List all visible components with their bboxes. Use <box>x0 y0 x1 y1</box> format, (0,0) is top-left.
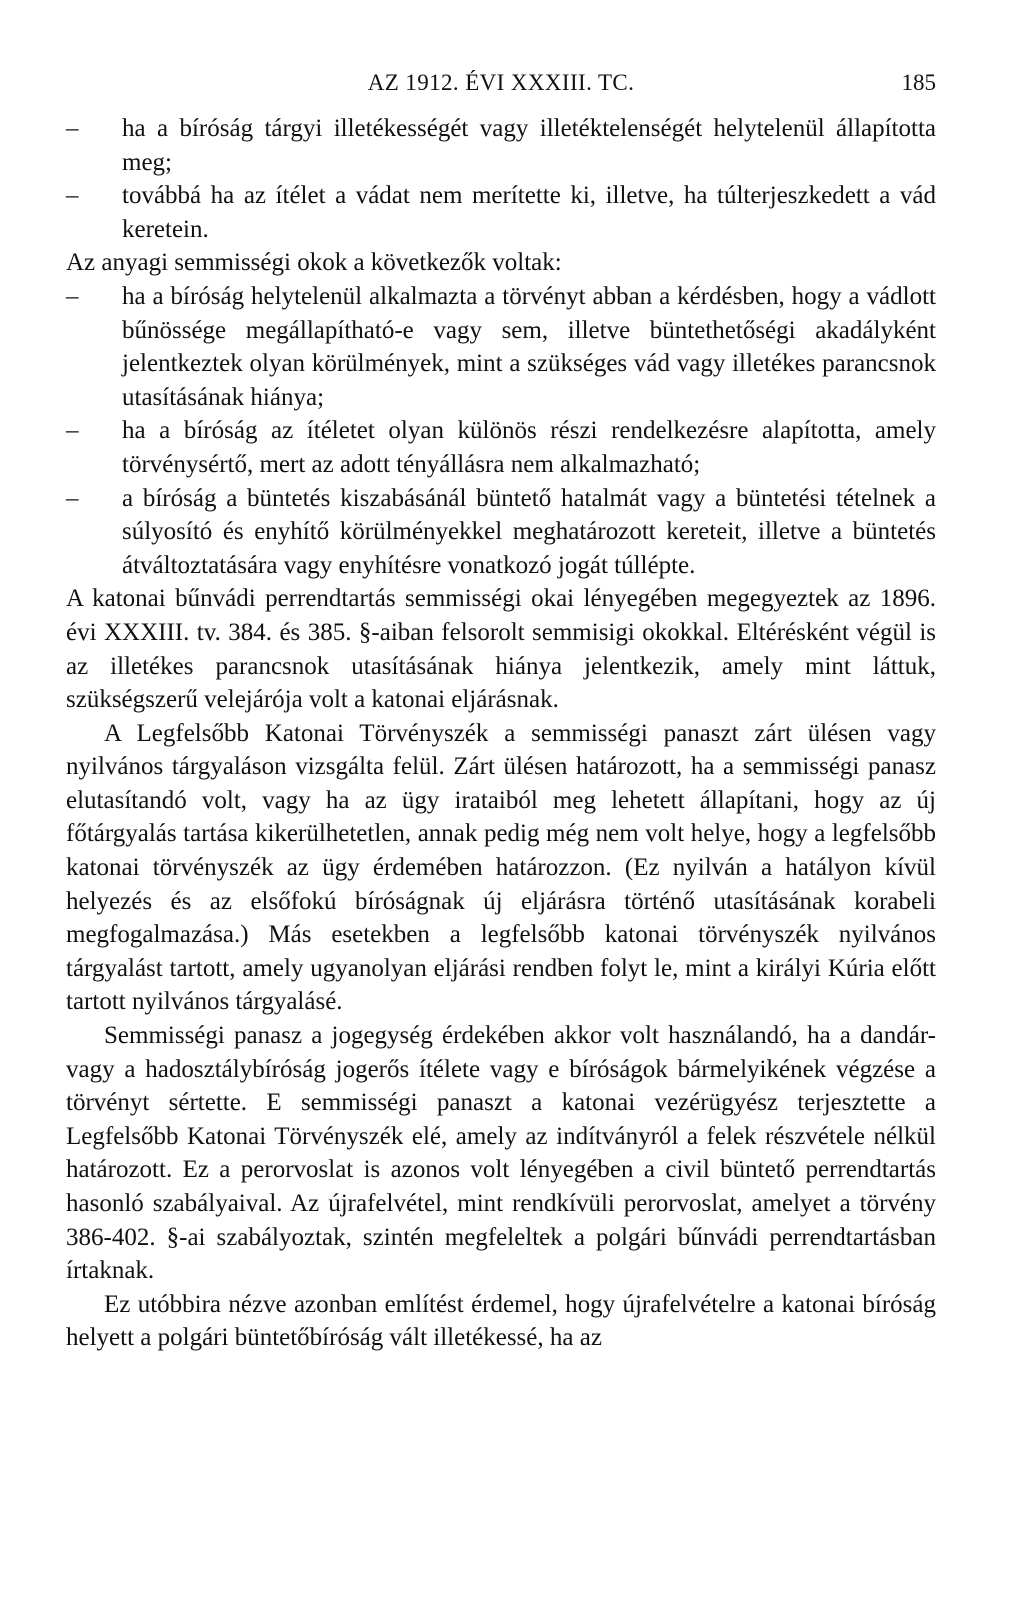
running-title: AZ 1912. ÉVI XXXIII. TC. <box>367 70 635 95</box>
list-item <box>66 179 936 246</box>
list-item <box>66 482 936 583</box>
dash-marker: – <box>66 115 79 142</box>
body-paragraph: Ez utóbbira nézve azonban említést érdemel, hogy újrafelvételre a katonai bíróság helyett a polgári büntetőbíróság vált illetékessé, ha az <box>66 1290 936 1352</box>
list-item-text: ha a bíróság tárgyi illetékességét vagy illetéktelenségét helytelenül állapította meg; <box>122 115 936 176</box>
body-paragraph: Semmisségi panasz a jogegység érdekében akkor volt használandó, ha a dandár- vagy a hadosztálybíróság jogerős ítélete vagy e bíróságok bármelyikének végzése a törvényt sértette. E semmisségi panaszt a katonai vezérügyész terjesztette a Legfelsőbb Katonai Törvényszék elé, amely az indítványról a felek részvétele nélkül határozott. Ez a perorvoslat is azonos volt lényegében a civil büntető perrendtartás hasonló szabályaival. Az újrafelvétel, mint rendkívüli perorvoslat, amelyet a törvény 386-402. §-ai szabályoztak, szintén megfeleltek a polgári bűnvádi perrendtartásban írtaknak. <box>66 1022 936 1285</box>
page-header <box>66 66 936 106</box>
list-item <box>66 414 936 481</box>
list-item-text: a bíróság a büntetés kiszabásánál büntető hatalmát vagy a büntetési tételnek a súlyosító és enyhítő körülményekkel meghatározott kereteit, illetve a büntetés átváltoztatására vagy enyhítésre vonatkozó jogát túllépte. <box>122 484 936 579</box>
list-item-text: ha a bíróság helytelenül alkalmazta a törvényt abban a kérdésben, hogy a vádlott bűnössége megállapítható-e vagy sem, illetve büntethetőségi akadályként jelentkeztek olyan körülmények, mint a szükséges vád vagy illetékes parancsnok utasításának hiánya; <box>122 282 936 411</box>
body-paragraph: A Legfelsőbb Katonai Törvényszék a semmisségi panaszt zárt ülésen vagy nyilvános tárgyaláson vizsgálta felül. Zárt ülésen határozott, ha a semmisségi panasz elutasítandó volt, vagy ha az ügy irataiból meg lehetett állapítani, hogy az új főtárgyalás tartása kikerülhetetlen, annak pedig még nem volt helye, hogy a legfelsőbb katonai törvényszék az ügy érdemében határozzon. (Ez nyilván a hatályon kívül helyezés és az elsőfokú bíróságnak új eljárásra történő utasításának korabeli megfogalmazása.) Más esetekben a legfelsőbb katonai törvényszék nyilvános tárgyalást tartott, amely ugyanolyan eljárási rendben folyt le, mint a királyi Kúria előtt tartott nyilvános tárgyalásé. <box>66 719 936 1016</box>
list-item-text: ha a bíróság az ítéletet olyan különös részi rendelkezésre alapította, amely törvénysértő, mert az adott tényállásra nem alkalmazható; <box>122 417 936 478</box>
material-grounds-intro: Az anyagi semmisségi okok a következők voltak: <box>66 249 562 277</box>
page-number: 185 <box>901 70 936 95</box>
dash-marker: – <box>66 484 79 512</box>
body-paragraph: A katonai bűnvádi perrendtartás semmisségi okai lényegében megegyeztek az 1896. évi XXXIII. tv. 384. és 385. §-aiban felsorolt semmisigi okokkal. Eltérésként végül is az illetékes parancsnok utasításának hiánya jelentkezik, amely mint láttuk, szükségszerű velejárója volt a katonai eljárásnak. <box>66 585 936 714</box>
list-item <box>66 280 936 414</box>
material-grounds-list <box>66 280 936 582</box>
dash-marker: – <box>66 417 79 445</box>
list-item-text: továbbá ha az ítélet a vádat nem merítette ki, illetve, ha túlterjeszkedett a vád keretein. <box>122 182 936 243</box>
dash-marker: – <box>66 182 79 210</box>
dash-marker: – <box>66 282 79 310</box>
list-item <box>66 112 936 179</box>
procedural-grounds-list <box>66 112 936 246</box>
document-page <box>66 66 936 1355</box>
